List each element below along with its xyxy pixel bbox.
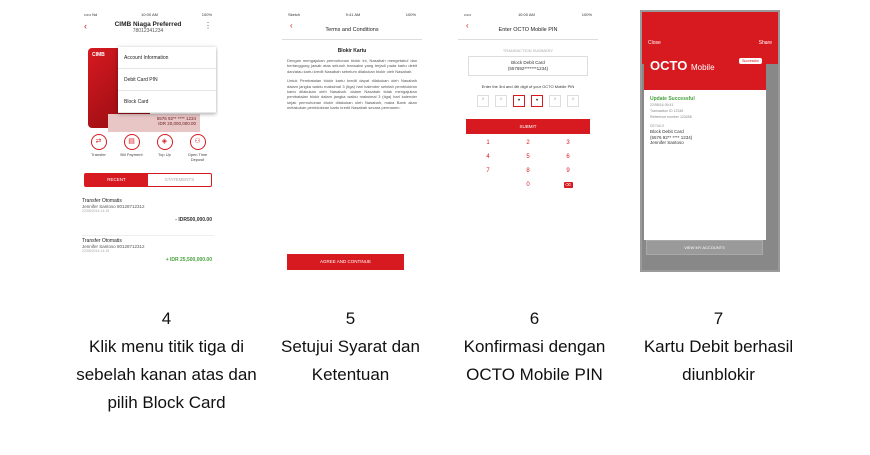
bill-payment-button[interactable] (118, 134, 146, 162)
key-6[interactable]: 6 (566, 154, 570, 160)
reference-number: Reference number 123456 (650, 115, 692, 119)
caption-step-5 (258, 305, 443, 389)
carrier: Sketch (288, 12, 301, 17)
more-icon[interactable]: ⋮ (204, 21, 212, 30)
time: 9:41 AM (345, 12, 361, 17)
card-balance: IDR 20,000,000.00 (158, 121, 196, 126)
card-number: 5576 92** **** 1234 (156, 116, 196, 121)
key-4[interactable]: 4 (486, 154, 490, 160)
view-my-accounts-button[interactable]: VIEW MY ACCOUNTS (646, 240, 763, 255)
transaction-date: 22/08/2016 14:15 (82, 209, 110, 213)
success-title: Update Successful (650, 96, 695, 102)
backspace-icon: ⌫ (565, 182, 571, 187)
header (282, 18, 422, 40)
tab-statements[interactable]: STATEMENTS (164, 177, 195, 182)
back-icon[interactable]: ‹ (466, 21, 469, 30)
summary-box (468, 56, 588, 76)
status-bar (458, 10, 598, 18)
key-empty (468, 182, 508, 188)
keypad (468, 140, 588, 188)
step-number: 5 (345, 309, 356, 328)
page-title: Terms and Conditions (325, 27, 379, 33)
close-button[interactable]: Close (648, 40, 661, 46)
dropdown-menu (118, 47, 216, 113)
transfer-button[interactable] (85, 134, 113, 162)
submit-button[interactable]: SUBMIT (466, 119, 590, 134)
time: 10:00 AM (141, 12, 158, 17)
agree-and-continue-button[interactable]: AGREE AND CONTINUE (287, 254, 404, 270)
status-badge: Successful (739, 58, 762, 64)
top-up-button[interactable] (151, 134, 179, 162)
transaction-name: Jennifer Santoso 80128712312 (82, 244, 145, 249)
transaction-date: 22/08/2016 14:15 (82, 249, 110, 253)
terms-paragraph: Dengan mengajukan permohonan blokir ini, Nasabah mengetahui dan bertanggung jawab atas seluruh transaksi yang terjadi pada kartu debit dan/atau kartu kredit Nasabah sebelum dilakukan blokir oleh Nasabah. (287, 58, 417, 74)
brand-suffix: Mobile (690, 63, 715, 72)
page-title: CIMB Niaga Preferred (114, 21, 182, 28)
summary-label: TRANSACTION SUMMARY (502, 48, 554, 53)
action-label: Bill Payment (120, 152, 143, 157)
status-bar (282, 10, 422, 18)
menu-item-debit-card-pin[interactable]: Debit Card PIN (118, 69, 216, 91)
battery: 100% (405, 12, 416, 17)
receipt-card (644, 52, 766, 240)
key-2[interactable]: 2 (526, 140, 530, 146)
carrier: ••••• Nd (84, 12, 98, 17)
time: 10:00 AM (517, 12, 535, 17)
transaction-row[interactable] (82, 198, 214, 236)
pin-instruction: Enter the 3rd and 4th digit of your OCTO Mobile PIN (481, 84, 575, 89)
back-icon[interactable]: ‹ (290, 21, 293, 30)
brand-name: OCTO (650, 58, 688, 73)
status-bar (78, 10, 218, 18)
battery: 100% (201, 12, 212, 17)
action-label: Transfer (91, 152, 106, 157)
pin-digit: * (567, 95, 579, 107)
transfer-icon: ⇄ (91, 134, 107, 150)
action-label: Open Time Deposit (187, 152, 208, 162)
page-title: Enter OCTO Mobile PIN (498, 27, 558, 33)
top-up-icon: ◈ (157, 134, 173, 150)
summary-line: Block Debit Card (511, 60, 545, 65)
transaction-amount: - IDR500,000.00 (175, 217, 212, 223)
terms-heading: Blokir Kartu (337, 48, 367, 54)
tab-bar (84, 173, 212, 187)
pin-input (458, 95, 598, 107)
backspace-key[interactable] (548, 182, 588, 188)
bill-icon: ▤ (124, 134, 140, 150)
share-button[interactable]: Share (758, 40, 772, 46)
terms-paragraph: Untuk Pembatalan blokir kartu kredit dapat dilakukan oleh Nasabah dalam jangka waktu maksimal 3 (tiga) hari kalender setelah pemblokiran kartu dilakukan oleh Nasabah. dalam Nasabah tidak mengajukan pembatalan blokir dalam jangka waktu maksimal 3 (tiga) hari kalender sejak permohonan blokir dilakukan oleh Nasabah, maka Bank akan melakukan pemblokiran kartu kredit Nasabah secara permanen. (287, 78, 417, 111)
step-text: Kartu Debit berhasil diunblokir (643, 337, 794, 384)
transaction-name: Jennifer Santoso 80128712312 (82, 204, 145, 209)
key-3[interactable]: 3 (566, 140, 570, 146)
screen-success (640, 10, 780, 272)
back-icon[interactable]: ‹ (84, 21, 87, 31)
transaction-id: Transaction ID 12345 (650, 109, 684, 113)
card-logo: CIMB (92, 52, 105, 58)
key-7[interactable]: 7 (486, 168, 490, 174)
detail-line: Jennifer Santoso (650, 140, 684, 145)
pin-digit[interactable]: • (531, 95, 543, 107)
step-number: 7 (713, 309, 724, 328)
action-label: Top Up (158, 152, 171, 157)
card-info (108, 114, 200, 132)
detail-line: Block Debit Card (650, 129, 684, 134)
quick-actions (82, 134, 214, 162)
battery: 100% (581, 12, 592, 17)
key-8[interactable]: 8 (526, 168, 530, 174)
key-9[interactable]: 9 (566, 168, 570, 174)
caption-step-7 (626, 305, 811, 389)
transaction-row[interactable] (82, 238, 214, 272)
account-number: 78012341234 (132, 28, 164, 34)
deposit-icon: ⚇ (190, 134, 206, 150)
pin-digit[interactable]: • (513, 95, 525, 107)
pin-digit: * (477, 95, 489, 107)
key-5[interactable]: 5 (526, 154, 530, 160)
detail-line: (5576 92** **** 1234) (650, 134, 693, 140)
step-text: Setujui Syarat dan Ketentuan (281, 337, 420, 384)
screen-account-menu (78, 10, 218, 272)
key-1[interactable]: 1 (486, 140, 490, 146)
terms-body (282, 40, 422, 123)
open-time-deposit-button[interactable] (184, 134, 212, 162)
tab-recent[interactable]: RECENT (85, 174, 148, 186)
transaction-title: Transfer Otomatis (82, 198, 122, 204)
transaction-title: Transfer Otomatis (82, 238, 122, 244)
details-label: DETAILS (650, 124, 665, 128)
step-number: 4 (161, 309, 172, 328)
step-number: 6 (529, 309, 540, 328)
pin-digit: * (549, 95, 561, 107)
header (458, 18, 598, 40)
menu-item-block-card[interactable]: Block Card (118, 91, 216, 113)
pin-digit: * (495, 95, 507, 107)
summary-line: (557692*******1234) (507, 66, 549, 71)
caption-step-4 (74, 305, 259, 417)
success-date: 22/08/16 09:41 (650, 103, 674, 107)
screen-terms (282, 10, 422, 272)
menu-item-account-information[interactable]: Account Information (118, 47, 216, 69)
header (78, 18, 218, 48)
step-text: Konfirmasi dengan OCTO Mobile PIN (463, 337, 606, 384)
key-0[interactable]: 0 (526, 182, 530, 188)
caption-step-6 (442, 305, 627, 389)
carrier: ••••• (464, 12, 472, 17)
transaction-amount: + IDR 25,500,000.00 (165, 257, 212, 263)
screen-pin (458, 10, 598, 272)
step-text: Klik menu titik tiga di sebelah kanan atas dan pilih Block Card (76, 337, 257, 412)
